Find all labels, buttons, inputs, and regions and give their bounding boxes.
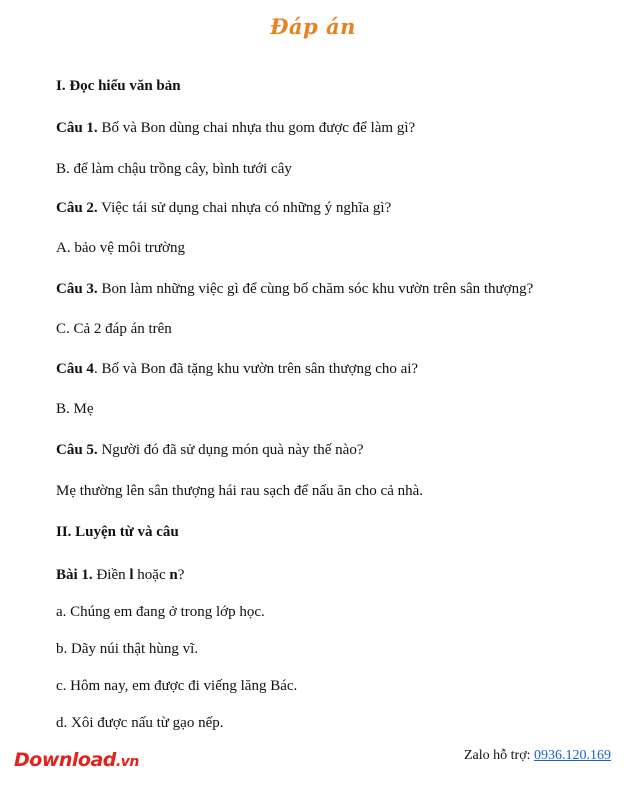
exercise-letter-n: n	[169, 567, 178, 583]
question-4	[56, 360, 418, 378]
question-text: Bố và Bon dùng chai nhựa thu gom được để làm gì?	[97, 120, 416, 136]
answer-3: C. Cả 2 đáp án trên	[56, 321, 172, 337]
zalo-support	[464, 748, 611, 764]
section-heading-reading: I. Đọc hiểu văn bản	[56, 78, 181, 94]
answer-4: B. Mẹ	[56, 401, 94, 417]
exercise-text-mid: hoặc	[133, 567, 170, 583]
question-label: Câu 1.	[56, 120, 98, 136]
question-1	[56, 119, 415, 137]
question-label: Câu 2.	[56, 200, 98, 216]
question-2	[56, 199, 391, 217]
answer-2: A. bảo vệ môi trường	[56, 240, 185, 256]
question-label: Câu 4	[56, 361, 94, 377]
question-3	[56, 280, 533, 298]
answer-5: Mẹ thường lên sân thượng hái rau sạch để nấu ăn cho cả nhà.	[56, 483, 424, 499]
exercise-text: Điền	[92, 567, 130, 583]
question-text: Việc tái sử dụng chai nhựa có những ý nghĩa gì?	[97, 200, 392, 216]
question-text: Bon làm những việc gì để cùng bố chăm sóc khu vườn trên sân thượng?	[97, 281, 534, 297]
question-label: Câu 3.	[56, 281, 98, 297]
exercise-text-end: ?	[177, 567, 185, 583]
question-text: . Bố và Bon đã tặng khu vườn trên sân thượng cho ai?	[93, 361, 419, 377]
answer-1: B. để làm chậu trồng cây, bình tưới cây	[56, 161, 292, 177]
exercise-answer-a: a. Chúng em đang ở trong lớp học.	[56, 604, 265, 620]
exercise-answer-b: b. Dãy núi thật hùng vĩ.	[56, 641, 199, 657]
logo-tld: .vn	[115, 754, 139, 770]
exercise-1	[56, 566, 184, 584]
logo-text: Download	[14, 749, 116, 771]
download-logo[interactable]	[14, 749, 139, 771]
zalo-phone-link[interactable]: 0936.120.169	[534, 748, 611, 763]
zalo-label: Zalo hỗ trợ:	[464, 748, 534, 763]
section-heading-vocabulary: II. Luyện từ và câu	[56, 524, 179, 540]
exercise-answer-c: c. Hôm nay, em được đi viếng lăng Bác.	[56, 678, 298, 694]
exercise-answer-d: d. Xôi được nấu từ gạo nếp.	[56, 715, 224, 731]
question-label: Câu 5.	[56, 442, 98, 458]
page-title: Đáp án	[270, 14, 356, 39]
exercise-label: Bài 1.	[56, 567, 93, 583]
exercise-letter-l: l	[129, 567, 134, 583]
question-5	[56, 441, 364, 459]
question-text: Người đó đã sử dụng món quà này thế nào?	[97, 442, 364, 458]
